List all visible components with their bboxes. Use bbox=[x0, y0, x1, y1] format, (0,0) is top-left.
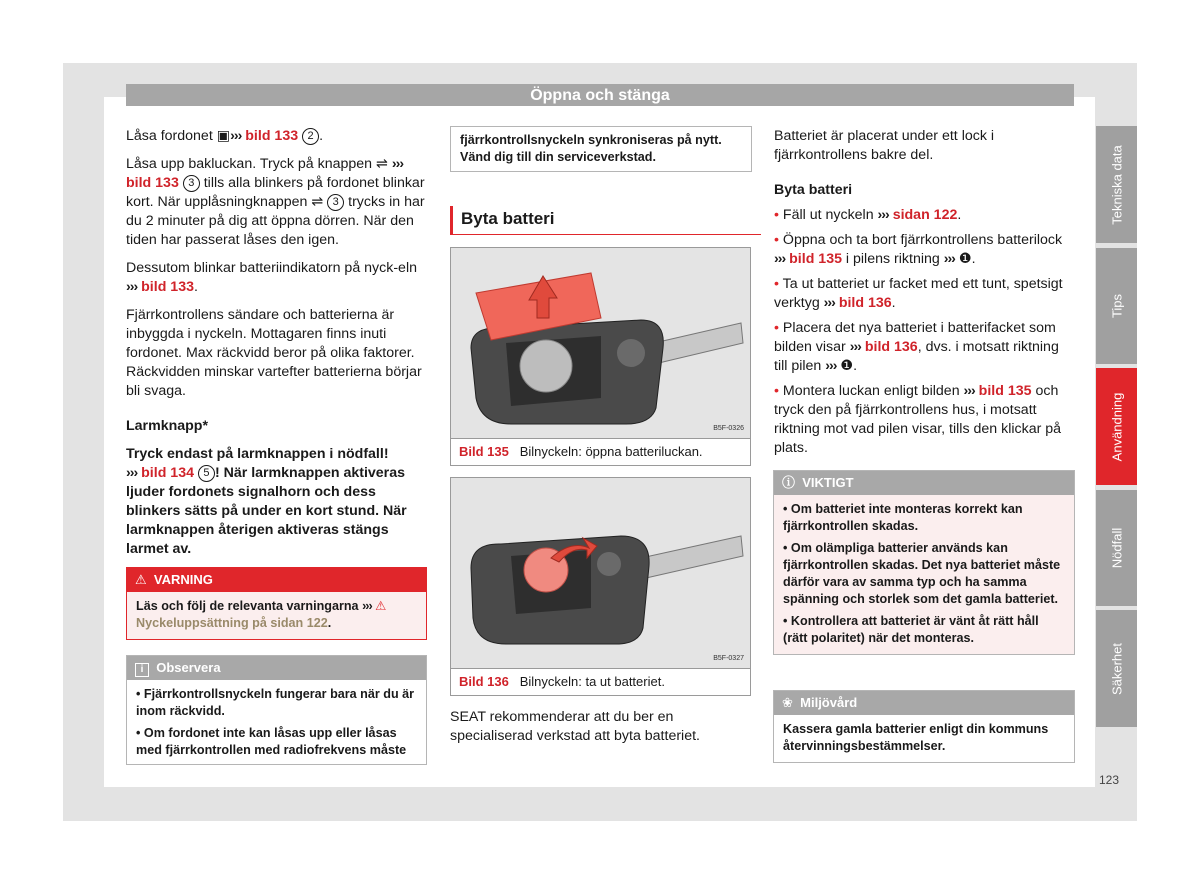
warning-icon: ⚠ bbox=[375, 599, 387, 613]
figure-code: B5F-0327 bbox=[713, 655, 744, 662]
key-battery-remove-image bbox=[451, 478, 750, 668]
column-middle-bottom bbox=[450, 708, 748, 755]
ref-arrow-icon: ››› bbox=[849, 339, 861, 355]
ref-link[interactable]: bild 134 bbox=[141, 465, 194, 481]
info-icon: i bbox=[135, 663, 149, 677]
alarm-title: Larmknapp* bbox=[126, 418, 208, 434]
list-item: • Ta ut batteriet ur facket med ett tunt, spetsigt verktyg ››› bild 136. bbox=[774, 276, 1063, 311]
warning-header: ⚠ VARNING bbox=[127, 568, 426, 592]
figure-caption: Bild 136 Bilnyckeln: ta ut batteriet. bbox=[451, 668, 750, 695]
note-header: i Observera bbox=[127, 656, 426, 680]
figure-135 bbox=[450, 247, 751, 466]
tab-tips[interactable]: Tips bbox=[1096, 248, 1137, 364]
important-header: ⓘ VIKTIGT bbox=[774, 471, 1074, 495]
page-header: Öppna och stänga bbox=[126, 84, 1074, 106]
environment-box bbox=[773, 690, 1075, 763]
tab-sakerhet[interactable]: Säkerhet bbox=[1096, 610, 1137, 727]
environment-header: ❀ Miljövård bbox=[774, 691, 1074, 715]
ref-link[interactable]: Nyckeluppsättning på sidan 122 bbox=[136, 616, 328, 630]
ref-arrow-icon: ››› bbox=[230, 128, 242, 144]
ref-arrow-icon: ››› bbox=[943, 251, 955, 267]
ref-arrow-icon: ››› bbox=[774, 251, 786, 267]
paragraph-intro: Batteriet är placerat under ett lock i fjärrkontrollens bakre del. bbox=[774, 128, 995, 163]
list-item: • Om fordonet inte kan låsas upp eller låsas med fjärrkontrollen med radiofrekvens måste bbox=[136, 726, 407, 757]
tab-anvandning[interactable]: Användning bbox=[1096, 368, 1137, 485]
column-right bbox=[774, 127, 1074, 467]
ref-link[interactable]: bild 133 bbox=[126, 175, 179, 191]
warning-box bbox=[126, 567, 427, 640]
paragraph-recommendation: SEAT rekommenderar att du ber en specialiserad verkstad att byta batteriet. bbox=[450, 709, 700, 744]
ref-arrow-icon: ››› bbox=[963, 383, 975, 399]
warning-icon: ⚠ bbox=[135, 572, 147, 587]
paragraph-lock: Låsa fordonet ▣››› bild 133 2 . bbox=[126, 128, 324, 144]
key-battery-cover-image bbox=[451, 248, 750, 438]
figure-caption: Bild 135 Bilnyckeln: öppna batteriluckan. bbox=[451, 438, 750, 465]
ref-arrow-icon: ››› bbox=[823, 295, 835, 311]
ref-arrow-icon: ››› bbox=[126, 279, 138, 295]
ref-link[interactable]: bild 136 bbox=[864, 339, 918, 355]
tab-nodfall[interactable]: Nödfall bbox=[1096, 490, 1137, 606]
ref-link[interactable]: sidan 122 bbox=[892, 207, 958, 223]
paragraph-unlock-trunk: Låsa upp bakluckan. Tryck på knappen ⇌ ››› bild 133 3 tills alla blinkers på fordonet blinkar kort. När upplåsningknappen ⇌ 3 trycks in har du 2 minuter på dig att öppna dörren. När den tiden har passerat låses den igen. bbox=[126, 156, 425, 248]
ref-arrow-icon: ››› bbox=[362, 599, 372, 613]
ref-link[interactable]: bild 135 bbox=[789, 251, 842, 267]
list-item: • Öppna och ta bort fjärrkontrollens batterilock ››› bild 135 i pilens riktning ››› ❶. bbox=[774, 232, 1063, 267]
list-item: • Kontrollera att batteriet är vänt åt rätt håll (rätt polaritet) när det monteras. bbox=[783, 614, 1039, 645]
exclamation-icon: ⓘ bbox=[782, 475, 796, 490]
page-number: 123 bbox=[1099, 773, 1120, 787]
ref-link[interactable]: bild 133 bbox=[141, 279, 194, 295]
list-item: • Om olämpliga batterier används kan fjärrkontrollen skadas. Det nya batteriet måste därför vara av samma typ och ha samma spänning och storlek som det gamla batteriet. bbox=[783, 541, 1061, 606]
list-item: • Om batteriet inte monteras korrekt kan fjärrkontrollen skadas. bbox=[783, 502, 1023, 533]
key-open-cover-illustration bbox=[451, 248, 750, 438]
environment-body: Kassera gamla batterier enligt din kommuns återvinningsbestämmelser. bbox=[774, 715, 1074, 762]
list-item: • Placera det nya batteriet i batterifacket som bilden visar ››› bild 136, dvs. i motsatt riktning till pilen ››› ❶. bbox=[774, 320, 1059, 374]
important-box bbox=[773, 470, 1075, 655]
key-remove-battery-illustration bbox=[451, 478, 750, 668]
continued-note-box: fjärrkontrollsnyckeln synkroniseras på nytt. Vänd dig till din serviceverkstad. bbox=[450, 126, 752, 172]
car-trunk-icon: ⇌ bbox=[376, 156, 388, 172]
ref-arrow-icon: ››› bbox=[825, 358, 837, 374]
note-ref-icon: ❶ bbox=[958, 251, 972, 267]
list-item: • Fäll ut nyckeln ››› sidan 122. bbox=[774, 207, 962, 223]
ref-link[interactable]: bild 135 bbox=[978, 383, 1032, 399]
ref-link[interactable]: bild 133 bbox=[245, 128, 299, 144]
ref-arrow-icon: ››› bbox=[391, 156, 404, 172]
flower-icon: ❀ bbox=[782, 695, 793, 710]
paragraph-range: Fjärrkontrollens sändare och batterierna är inbyggda i nyckeln. Mottagaren finns inuti fordonet. Max räckvidd beror på olika faktorer. Räckvidden minskar vartefter batterierna börjar bli svaga. bbox=[126, 307, 422, 399]
ref-link[interactable]: bild 136 bbox=[838, 295, 892, 311]
car-trunk-icon: ⇌ bbox=[311, 194, 324, 210]
figure-136 bbox=[450, 477, 751, 696]
important-body bbox=[774, 495, 1074, 654]
lock-icon: ▣ bbox=[216, 128, 231, 144]
tab-tekniska-data[interactable]: Tekniska data bbox=[1096, 126, 1137, 243]
paragraph-battery-indicator: Dessutom blinkar batteriindikatorn på nyck-eln ››› bild 133. bbox=[126, 260, 417, 295]
column-left bbox=[126, 127, 426, 568]
warning-body: Läs och följ de relevanta varningarna ››› ⚠ Nyckeluppsättning på sidan 122. bbox=[127, 592, 426, 639]
figure-code: B5F-0326 bbox=[713, 425, 744, 432]
paragraph-alarm: Tryck endast på larmknappen i nödfall! ››› bild 134 5 ! När larmknappen aktiveras ljuder fordonets signalhorn och dess blinkers sätts på under en kort stund. När larmknappen återigen aktiveras stängs larmet av. bbox=[126, 446, 407, 557]
subtitle: Byta batteri bbox=[774, 182, 853, 198]
list-item: • Montera luckan enligt bilden ››› bild 135 och tryck den på fjärrkontrollens hus, i motsatt riktning mot vad pilen visar, tills den klickar på plats. bbox=[774, 383, 1062, 456]
ref-arrow-icon: ››› bbox=[877, 207, 889, 223]
ref-arrow-icon: ››› bbox=[126, 465, 138, 481]
list-item: • Fjärrkontrollsnyckeln fungerar bara när du är inom räckvidd. bbox=[136, 687, 415, 718]
section-title: Byta batteri bbox=[450, 206, 761, 235]
note-box bbox=[126, 655, 427, 765]
note-ref-icon: ❶ bbox=[840, 358, 854, 374]
note-body bbox=[127, 680, 426, 765]
